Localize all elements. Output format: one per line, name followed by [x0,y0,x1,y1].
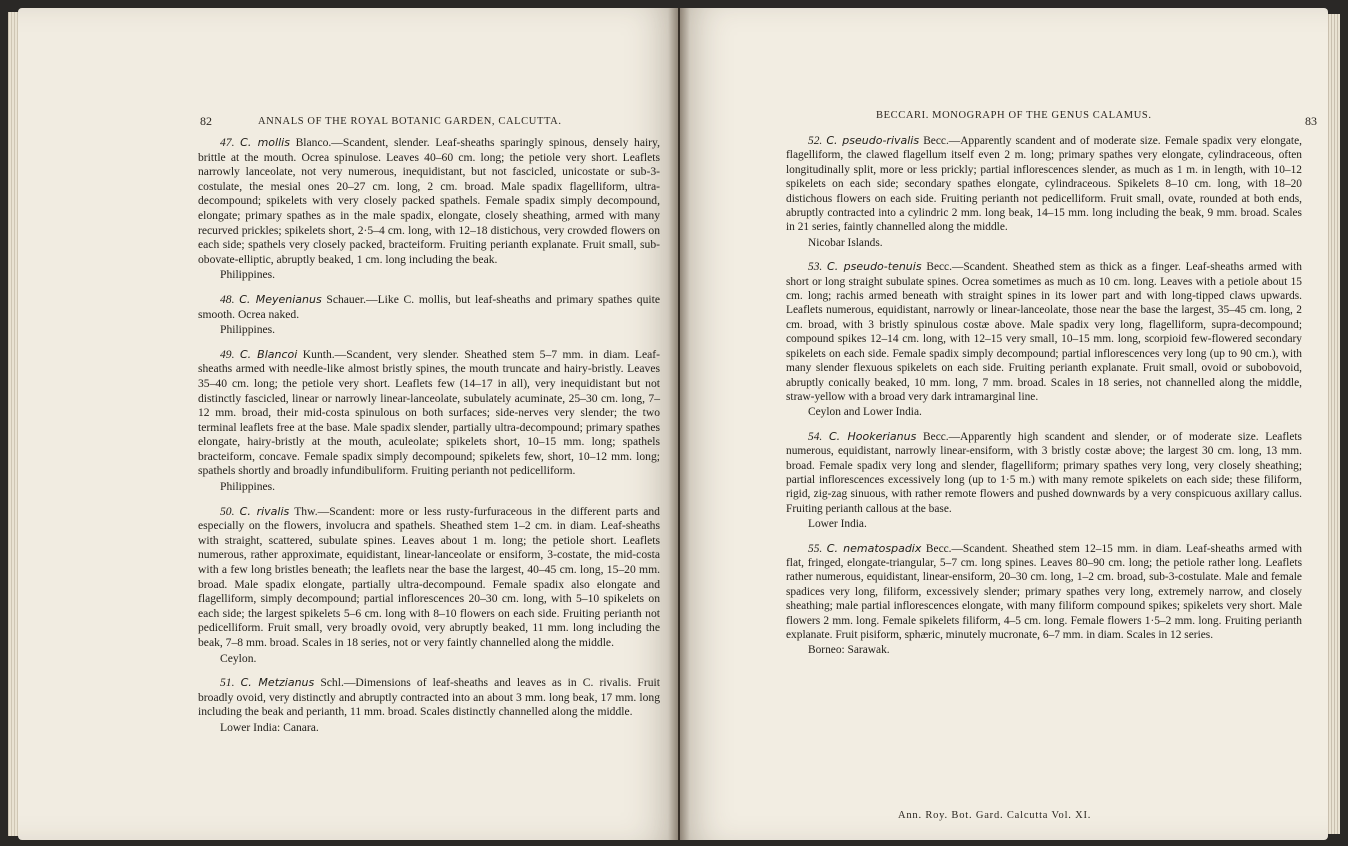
right-text-block [786,134,1302,668]
entry-number: 48. [220,292,235,306]
entry-52 [786,134,1302,250]
entry-locality: Nicobar Islands. [808,236,883,249]
entry-locality: Philippines. [220,480,276,494]
left-page [18,8,678,840]
entry-locality: Philippines. [220,268,276,282]
species-name: C. Hookerianus [828,429,917,443]
entry-description: Becc.—Apparently high scandent and slender, or of moderate size. Leaflets numerous, equidistant, narrowly linear-ensiform, with 3 bristly costæ above; the largest 30 cm. long, 13 mm. broad. Female spadix very long and slender, flagelliform; primary spathes very long, very closely sheathing; partial inflorescences excessively long (up to 1·5 m.) with many remote spikelets on each side; these filiform, rigid, zig-zag sinuous, with rather remote flowers and pushed downwards by a very conspicuous axillary callus. Fruiting perianth callous at the base. [786,430,1302,515]
entry-54 [786,430,1302,532]
entry-49 [198,348,660,495]
entry-51 [198,676,660,735]
entry-number: 47. [220,136,235,149]
entry-description: Schl.—Dimensions of leaf-sheaths and leaves as in C. rivalis. Fruit broadly ovoid, very distinctly and abruptly contracted into an about 3 mm. long beak, 17 mm. long including the beak and perianth, 11 mm. broad. Scales distinctly channelled along the middle. [198,676,660,719]
entry-number: 55. [808,542,823,555]
species-name: C. nematospadix [826,541,922,555]
species-name: C. pseudo-rivalis [826,134,920,147]
species-name: C. Meyenianus [239,292,322,306]
left-running-header: ANNALS OF THE ROYAL BOTANIC GARDEN, CALCUTTA. [258,116,562,127]
entry-description: Becc.—Apparently scandent and of moderate size. Female spadix very elongate, flagelliform, the clawed flagellum itself even 2 m. long; primary spathes very elongate, cylindraceous, often longitudinally split, more or less prickly; partial inflorescences slender, as much as 1 m. in length, with 10–12 spikelets on each side; secondary spathes elongate, cylindraceous. Spikelets 8–10 cm. long, with 18–20 distichous flowers on each side. Fruiting perianth not pedicelliform. Fruit small, ovate, rounded at both ends, abruptly contracted into a cylindric 2 mm. long beak, 14–15 mm. long including the beak, 9 mm. broad. Scales in 21 series, faintly channelled along the middle. [786,135,1302,234]
species-name: C. Blancoi [239,347,298,361]
entry-description: Kunth.—Scandent, very slender. Sheathed stem 5–7 mm. in diam. Leaf-sheaths armed with needle-like almost bristly spines, the mouth truncate and hairy-bristly. Leaves 35–40 cm. long; the petiole very short. Leaflets few (14–17 in all), very inequidistant but not distinctly fascicled, linear or narrowly linear-lanceolate, subulately acuminate, 25–30 cm. long, 7–12 mm. broad, their mid-costa spinulous on both surfaces; side-nerves very slender; the two terminal leaflets free at the base. Male spadix slender, partially ultra-decompound; primary spathes elongate, hairy-bristly at the mouth, aculeolate; spikelets short, 10–15 mm. long; spathels bracteiform, concave. Female spadix simply decompound; spikelets few, short, 10–12 mm. long; spathels shortly and broadly infundibuliform. Fruiting perianth not pedicelliform. [198,347,660,478]
entry-locality: Borneo: Sarawak. [808,644,890,657]
entry-description: Becc.—Scandent. Sheathed stem as thick as a finger. Leaf-sheaths armed with short or long straight subulate spines. Ocrea sometimes as much as 10 cm. long. Leaves with a petiole about 15 cm. long; rachis armed beneath with straight spines in its lower part and with long-tipped claws upwards. Leaflets numerous, equidistant, narrowly or linear-lanceolate, those near the base the largest, 35–45 cm. long, 2 cm. broad, with 3 bristly spinulous costæ above. Male spadix very long, flagelliform, supra-decompound; compound spikes 12–14 cm. long, with 12–15 very small, 10–15 mm. long, scorpioid few-flowered secondary spikelets on each side. Female spadix simply decompound; partial inflorescences very long (up to 90 cm.), with many slender flexuous spikelets on each side. Fruiting perianth explanate. Fruit small, ovoid or subobovoid, abruptly conically beaked, 10 mm. long, 7 mm. broad. Scales in 18 series, not channelled along the middle, straw-yellow with a broad very dark intramarginal line. [786,261,1302,403]
species-name: C. rivalis [239,504,290,518]
entry-description: Becc.—Scandent. Sheathed stem 12–15 mm. in diam. Leaf-sheaths armed with flat, fringed, elongate-triangular, 5–7 cm. long spines. Leaves 80–90 cm. long; the petiole rather long. Leaflets rather numerous, equidistant, linear-ensiform, 20–30 cm. long, 1–2 cm. broad, sub-3-costulate. Male and female spadices very long, filiform, excessively slender; primary spathes very long, extremely narrow, and closely sheathing; male partial inflorescences elongate, with many filiform compound spikes; spikelets very short. Male flowers 2 mm. long. Female spikelets filiform, 4–5 cm. long. Female flowers 1·5–2 mm. long. Fruiting perianth explanate. Fruit pisiform, sphæric, minutely mucronate, 6–7 mm. in diam. Scales in 12 series. [786,542,1302,641]
right-folio: 83 [1305,114,1317,128]
right-running-header: BECCARI. MONOGRAPH OF THE GENUS CALAMUS. [876,110,1152,121]
right-page-edges [1326,14,1340,834]
right-page [680,8,1328,840]
entry-number: 52. [808,135,823,147]
entry-48 [198,293,660,338]
species-name: C. mollis [240,136,290,149]
entry-55 [786,542,1302,658]
entry-description: Thw.—Scandent: more or less rusty-furfuraceous in the different parts and especially on the flowers, involucra and spathels. Sheathed stem 1–2 cm. in diam. Leaf-sheaths with straight, scattered, subulate spines. Leaves about 1 m. long; the petiole short. Leaflets numerous, rather approximate, equidistant, linear-lanceolate or ensiform, 3-costate, the mid-costa with a few long bristles beneath; the leaflets near the base the largest, 40–45 cm. long, 15–20 mm. broad. Male spadix elongate, partially ultra-decompound. Female spadix also elongate and flagelliform, simply decompound; partial inflorescences 20–30 cm. long, with 5–10 spikelets on each side; the largest spikelets 5–6 cm. long with 8–10 flowers on each side. Fruiting perianth not pedicelliform. Fruit small, very broadly ovoid, very abruptly beaked, 11 mm. long including the beak, 7–8 mm. broad. Scales in 18 series, not or very faintly channelled along the middle. [198,504,660,649]
entry-53 [786,260,1302,419]
entry-47 [198,136,660,283]
entry-locality: Philippines. [220,323,276,337]
species-name: C. pseudo-tenuis [827,260,922,274]
book-gutter [668,8,690,840]
entry-number: 54. [808,430,823,443]
entry-description: Blanco.—Scandent, slender. Leaf-sheaths sparingly spinous, densely hairy, brittle at the mouth. Ocrea spinulose. Leaves 40–60 cm. long; the petiole very short. Leaflets narrowly lanceolate, not very numerous, inequidistant, but not fascicled, unicostate or sub-3-costulate, the mesial ones 20–27 cm. long, 2 cm. broad. Male spadix flagelliform, ultra-decompound; spikelets with very closely packed spathels. Female spadix simply decompound, elongate; primary spathes as in the male spadix, elongate, closely sheathing, armed with many recurved prickles; spikelets short, 2·5–4 cm. long, with 12–18 distichous, very crowded flowers on each side; spathels very closely packed, bracteiform. Fruiting perianth explanate. Fruit small, sub-obovate-elliptic, abruptly beaked, 1 cm. long including the beak. [198,136,660,266]
entry-locality: Ceylon and Lower India. [808,406,922,419]
entry-locality: Lower India. [808,518,867,531]
species-name: C. Metzianus [240,676,315,690]
entry-number: 51. [220,676,235,690]
entry-locality: Lower India: Canara. [220,720,319,734]
left-folio: 82 [200,114,212,128]
entry-locality: Ceylon. [220,651,257,665]
entry-number: 50. [220,504,235,518]
right-page-footer: Ann. Roy. Bot. Gard. Calcutta Vol. XI. [898,810,1092,821]
entry-number: 49. [220,347,235,361]
entry-number: 53. [808,261,823,274]
entry-description: Schauer.—Like C. mollis, but leaf-sheaths and primary spathes quite smooth. Ocrea naked. [198,292,660,321]
left-text-block [198,136,660,746]
entry-50 [198,505,660,667]
